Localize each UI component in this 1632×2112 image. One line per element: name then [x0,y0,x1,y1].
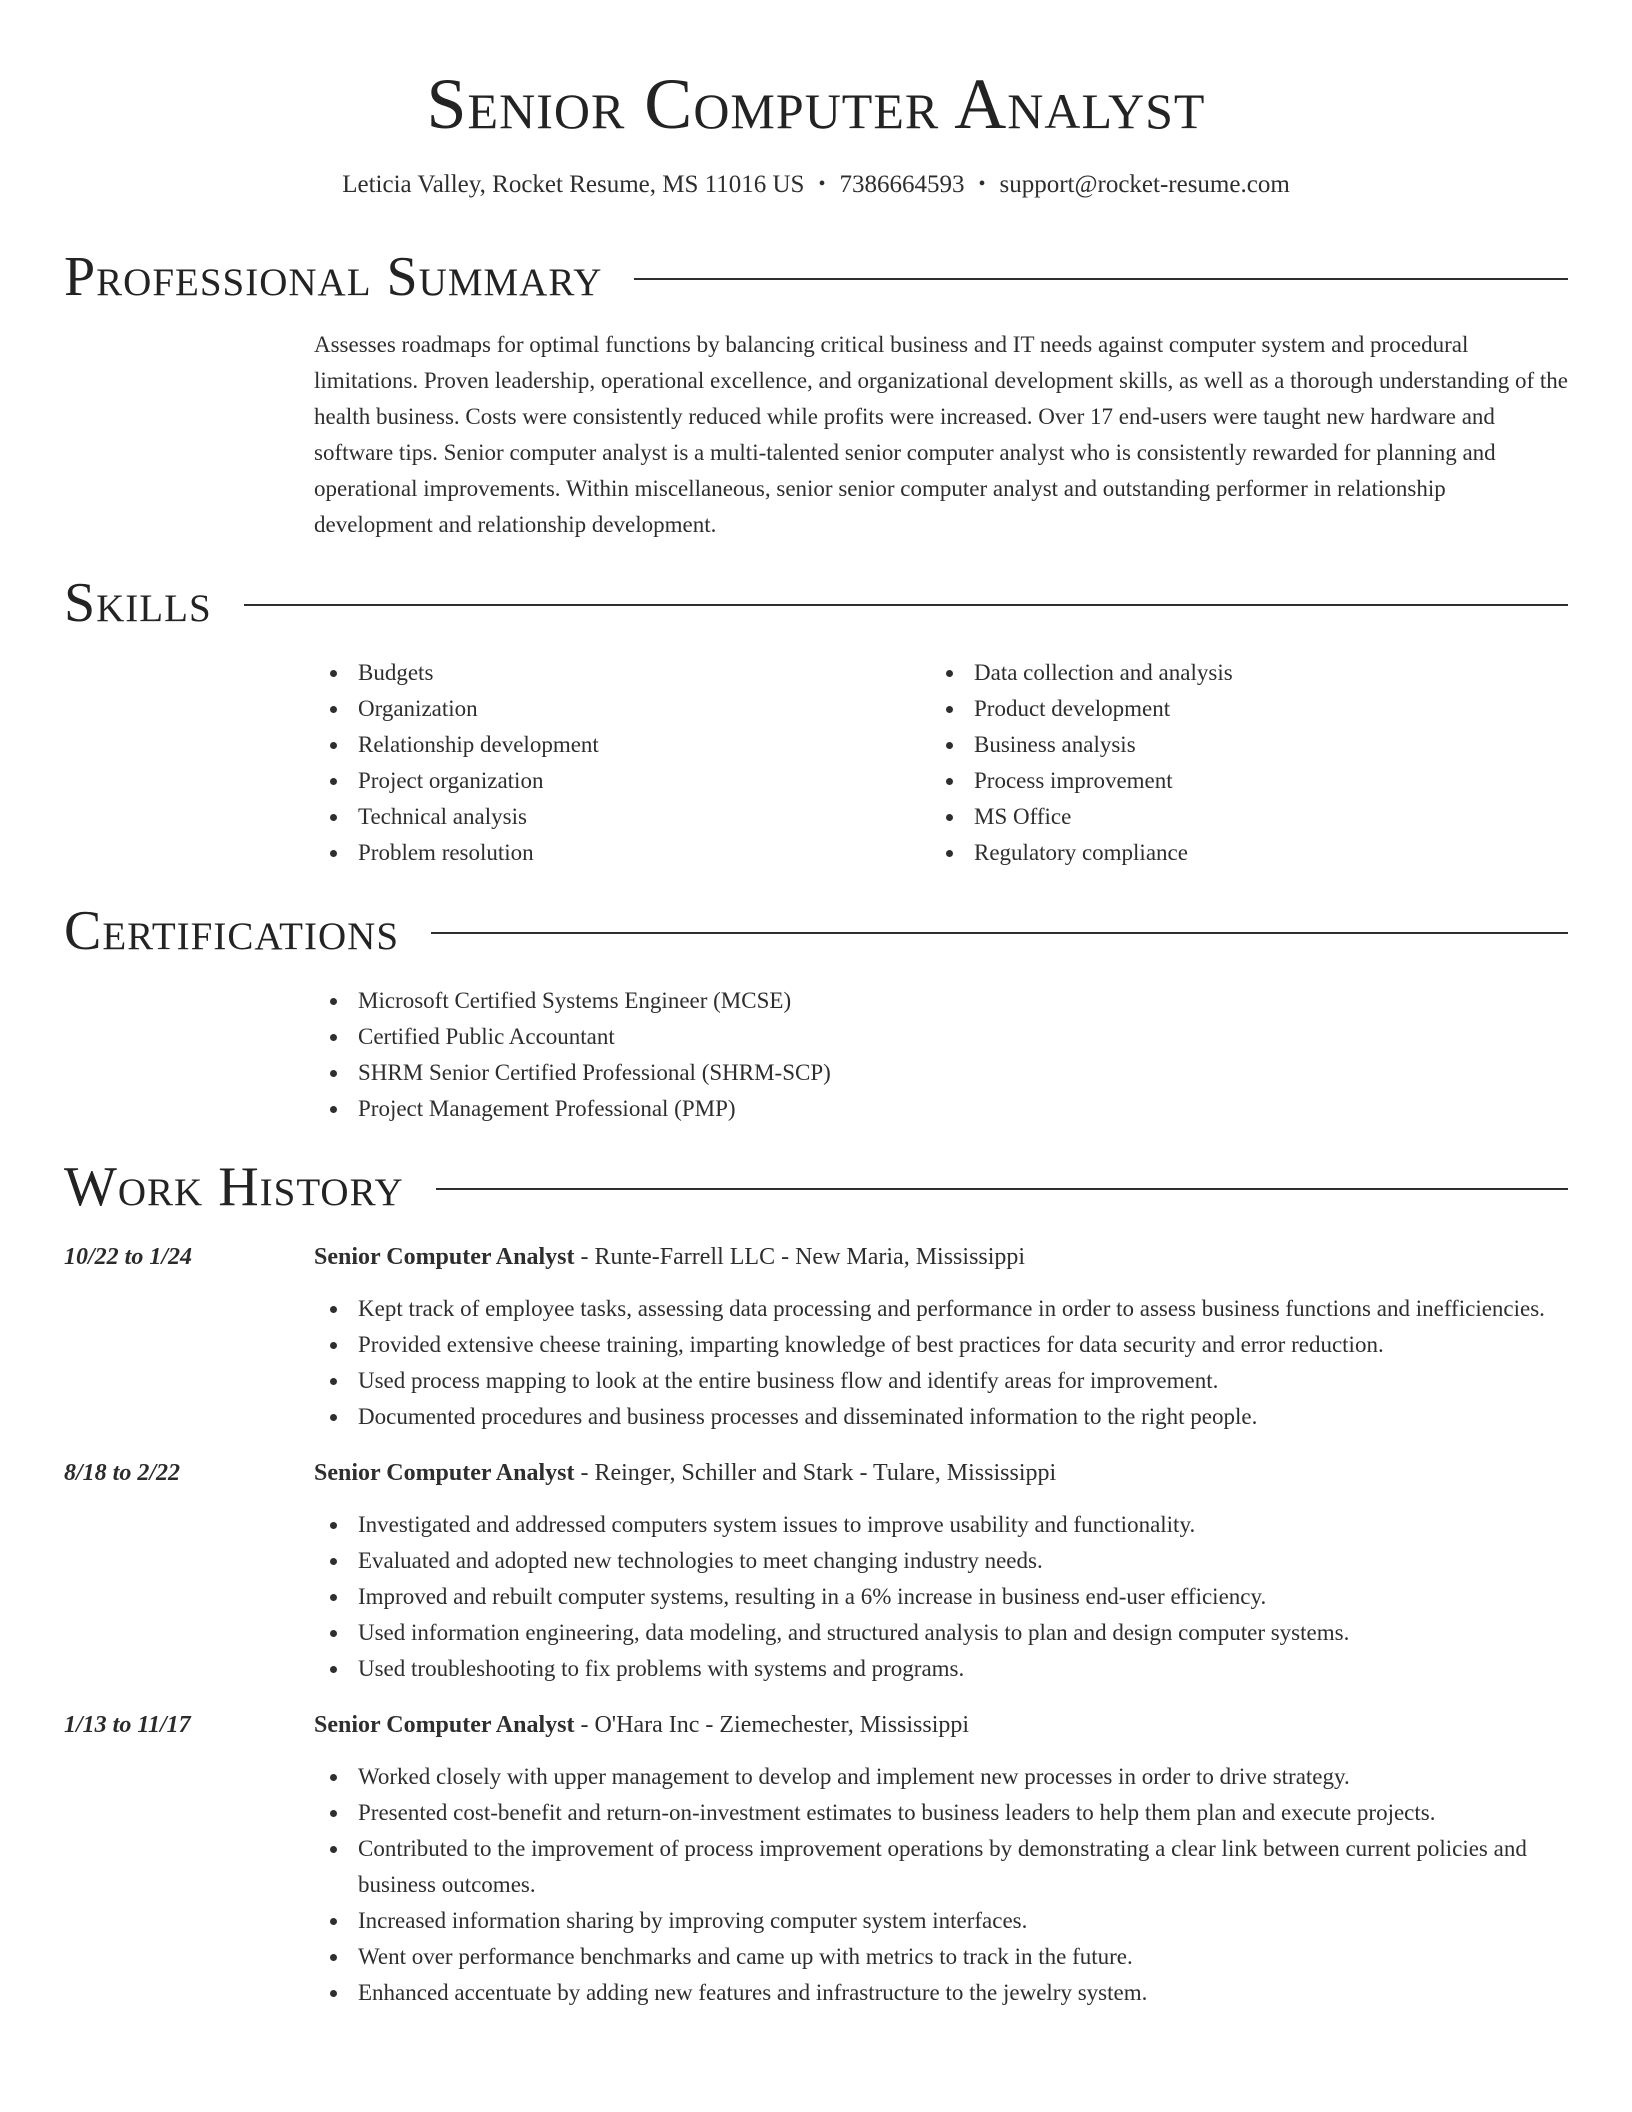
job-duty-item: Enhanced accentuate by adding new features and infrastructure to the jewelry system. [358,1975,1568,2011]
skills-column-left [314,655,930,871]
contact-phone: 7386664593 [839,171,965,198]
job-duty-item: Increased information sharing by improving computer system interfaces. [358,1903,1568,1939]
summary-title: Professional Summary [64,246,603,308]
summary-text: Assesses roadmaps for optimal functions by balancing critical business and IT needs against computer system and procedural limitations. Proven leadership, operational excellence, and organizational development skills, as well as a thorough understanding of the health business. Costs were consistently reduced while profits were increased. Over 17 end-users were taught new hardware and software tips. Senior computer analyst is a multi-talented senior computer analyst who is consistently rewarded for planning and operational improvements. Within miscellaneous, senior senior computer analyst and outstanding performer in relationship development and relationship development. [314,332,1569,537]
work-history-list [64,1239,1568,2011]
job-header [64,1707,1568,1743]
job-duties [314,1759,1568,2011]
certifications-title: Certifications [64,900,400,962]
section-divider [634,278,1568,280]
job-duty-item: Investigated and addressed computers system issues to improve usability and functionality. [358,1507,1568,1543]
job-role: Senior Computer Analyst [314,1712,575,1738]
contact-separator: • [818,173,826,195]
job-entry [64,1455,1568,1687]
skill-item: Product development [974,691,1546,727]
section-divider [431,932,1568,934]
job-dates: 1/13 to 11/17 [64,1712,191,1738]
job-company-location: - Runte-Farrell LLC - New Maria, Mississippi [574,1244,1026,1270]
job-duty-item: Used troubleshooting to fix problems with systems and programs. [358,1651,1568,1687]
certification-item: SHRM Senior Certified Professional (SHRM-SCP) [358,1055,1568,1091]
certification-item: Certified Public Accountant [358,1019,1568,1055]
job-duty-item: Improved and rebuilt computer systems, resulting in a 6% increase in business end-user efficiency. [358,1579,1568,1615]
certifications-body [314,983,1568,1127]
work-title: Work History [64,1156,404,1218]
job-title-line [314,1707,969,1743]
certification-item: Microsoft Certified Systems Engineer (MCSE) [358,983,1568,1019]
job-duty-item: Presented cost-benefit and return-on-investment estimates to business leaders to help them plan and execute projects. [358,1795,1568,1831]
section-divider [436,1188,1568,1190]
job-duties-list [314,1507,1568,1687]
skill-item: Regulatory compliance [974,835,1546,871]
skill-item: Data collection and analysis [974,655,1546,691]
job-duty-item: Provided extensive cheese training, imparting knowledge of best practices for data security and error reduction. [358,1327,1568,1363]
job-entry [64,1239,1568,1435]
skill-item: Budgets [358,655,930,691]
skill-item: Organization [358,691,930,727]
job-title-line [314,1455,1056,1491]
job-role: Senior Computer Analyst [314,1460,575,1486]
resume-page [64,0,1568,2011]
job-duties [314,1507,1568,1687]
contact-email: support@rocket-resume.com [999,171,1290,198]
skills-column-right [930,655,1546,871]
skill-item: MS Office [974,799,1546,835]
skill-item: Process improvement [974,763,1546,799]
contact-separator: • [978,173,986,195]
skill-item: Business analysis [974,727,1546,763]
job-duty-item: Went over performance benchmarks and came up with metrics to track in the future. [358,1939,1568,1975]
job-duty-item: Documented procedures and business processes and disseminated information to the right people. [358,1399,1568,1435]
job-duties-list [314,1759,1568,2011]
job-entry [64,1707,1568,2011]
skill-item: Project organization [358,763,930,799]
certifications-section-header [64,899,1568,963]
contact-line [64,168,1568,203]
job-dates: 8/18 to 2/22 [64,1460,181,1486]
job-dates: 10/22 to 1/24 [64,1244,193,1270]
job-header [64,1455,1568,1491]
job-duty-item: Evaluated and adopted new technologies to meet changing industry needs. [358,1543,1568,1579]
summary-body [314,327,1568,543]
section-divider [244,604,1568,606]
job-duty-item: Used process mapping to look at the entire business flow and identify areas for improvement. [358,1363,1568,1399]
certifications-list [314,983,1568,1127]
skills-section-header [64,571,1568,635]
summary-section-header [64,245,1568,309]
job-title-line [314,1239,1025,1275]
job-header [64,1239,1568,1275]
skill-item: Technical analysis [358,799,930,835]
job-company-location: - Reinger, Schiller and Stark - Tulare, Mississippi [574,1460,1057,1486]
job-role: Senior Computer Analyst [314,1244,575,1270]
job-duty-item: Used information engineering, data modeling, and structured analysis to plan and design computer systems. [358,1615,1568,1651]
skill-item: Problem resolution [358,835,930,871]
work-section-header [64,1155,1568,1219]
skill-item: Relationship development [358,727,930,763]
certification-item: Project Management Professional (PMP) [358,1091,1568,1127]
job-duties-list [314,1291,1568,1435]
contact-address: Leticia Valley, Rocket Resume, MS 11016 US [342,171,805,198]
skills-list-left [314,655,930,871]
candidate-name: Senior Computer Analyst [426,64,1206,144]
job-duty-item: Kept track of employee tasks, assessing data processing and performance in order to assess business functions and inefficiencies. [358,1291,1568,1327]
job-duties [314,1291,1568,1435]
skills-list-right [930,655,1546,871]
skills-grid [314,655,1568,871]
job-duty-item: Worked closely with upper management to develop and implement new processes in order to drive strategy. [358,1759,1568,1795]
job-duty-item: Contributed to the improvement of process improvement operations by demonstrating a clear link between current policies and business outcomes. [358,1831,1568,1903]
job-company-location: - O'Hara Inc - Ziemechester, Mississippi [574,1712,970,1738]
skills-title: Skills [64,572,212,634]
